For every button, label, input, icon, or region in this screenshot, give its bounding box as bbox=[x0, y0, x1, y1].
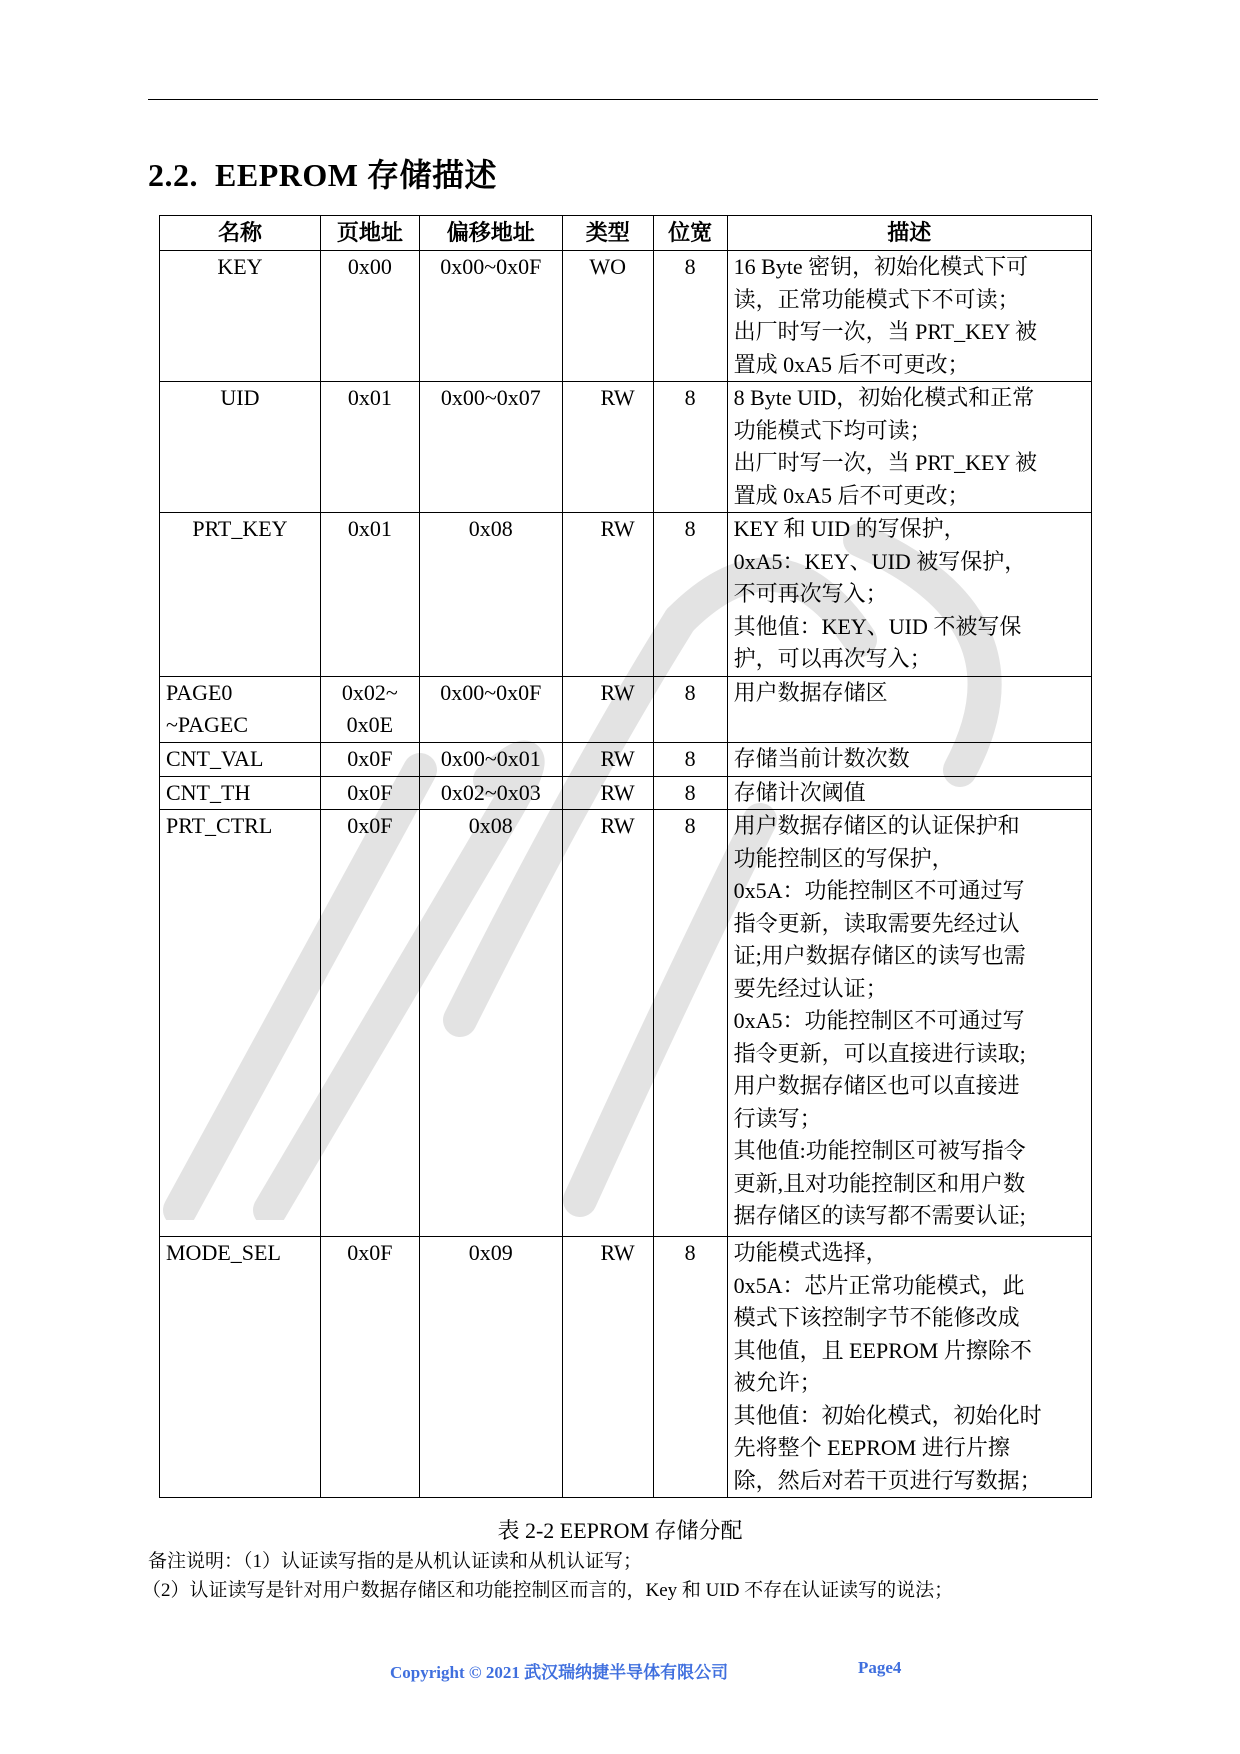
col-header-type: 类型 bbox=[562, 216, 653, 251]
table-header-row bbox=[160, 216, 1092, 251]
cell-page: 0x0F bbox=[320, 776, 419, 810]
table-row bbox=[160, 676, 1092, 742]
desc-line: KEY 和 UID 的写保护， bbox=[733, 516, 966, 541]
col-header-width: 位宽 bbox=[653, 216, 727, 251]
desc-line: 要先经过认证； bbox=[733, 975, 888, 1001]
desc-line: 其他值：初始化模式，初始化时 bbox=[733, 1402, 1042, 1428]
footer-page-number: Page4 bbox=[858, 1658, 902, 1677]
cell-width: 8 bbox=[653, 382, 727, 513]
cell-type: RW bbox=[562, 676, 653, 742]
desc-line: 其他值:功能控制区可被写指令 bbox=[733, 1138, 1026, 1163]
cell-desc bbox=[727, 810, 1091, 1237]
footer-copyright: Copyright © 2021 武汉瑞纳捷半导体有限公司 bbox=[390, 1663, 729, 1682]
desc-line: 其他值，且 EEPROM 片擦除不 bbox=[733, 1337, 1032, 1363]
cell-name: MODE_SEL bbox=[160, 1237, 321, 1498]
desc-line: 功能控制区的写保护， bbox=[733, 845, 954, 871]
desc-line: 其他值：KEY、UID 不被写保 bbox=[733, 613, 1022, 639]
cell-name: UID bbox=[160, 382, 321, 513]
desc-line: 证;用户数据存储区的读写也需 bbox=[733, 943, 1026, 968]
desc-line: 指令更新，读取需要先经过认 bbox=[733, 910, 1020, 936]
desc-line: 0x5A：功能控制区不可通过写 bbox=[733, 878, 1025, 903]
section-title bbox=[148, 150, 497, 196]
cell-offset: 0x08 bbox=[419, 513, 562, 677]
cell-desc bbox=[727, 513, 1091, 677]
cell-type: RW bbox=[562, 513, 653, 677]
desc-line: 除，然后对若干页进行写数据； bbox=[733, 1467, 1042, 1493]
desc-line: 8 Byte UID，初始化模式和正常 bbox=[733, 385, 1035, 410]
desc-line: 功能模式选择， bbox=[733, 1240, 888, 1265]
desc-line: 置成 0xA5 后不可更改； bbox=[733, 482, 970, 508]
cell-offset: 0x02~0x03 bbox=[419, 776, 562, 810]
cell-offset: 0x00~0x0F bbox=[419, 251, 562, 382]
cell-page: 0x01 bbox=[320, 382, 419, 513]
cell-name: PRT_CTRL bbox=[160, 810, 321, 1237]
cell-offset: 0x00~0x07 bbox=[419, 382, 562, 513]
cell-page: 0x00 bbox=[320, 251, 419, 382]
desc-line: 出厂时写一次，当 PRT_KEY 被 bbox=[733, 319, 1038, 344]
table-row bbox=[160, 776, 1092, 810]
cell-offset: 0x00~0x01 bbox=[419, 742, 562, 776]
cell-page: 0x01 bbox=[320, 513, 419, 677]
table-row bbox=[160, 382, 1092, 513]
cell-type: WO bbox=[562, 251, 653, 382]
cell-name: PRT_KEY bbox=[160, 513, 321, 677]
cell-offset: 0x00~0x0F bbox=[419, 676, 562, 742]
table-caption: 表 2-2 EEPROM 存储分配 bbox=[497, 1518, 743, 1543]
desc-line: 指令更新，可以直接进行读取; bbox=[733, 1040, 1026, 1066]
table-row bbox=[160, 742, 1092, 776]
cell-desc bbox=[727, 251, 1091, 382]
desc-line: 先将整个 EEPROM 进行片擦 bbox=[733, 1435, 1010, 1460]
section-number: 2.2. bbox=[148, 157, 198, 193]
page-line: 0x02~ bbox=[341, 679, 398, 705]
desc-line: 0xA5：功能控制区不可通过写 bbox=[733, 1008, 1025, 1033]
page-line: 0x0E bbox=[346, 712, 394, 737]
note-line-1: 备注说明：（1）认证读写指的是从机认证读和从机认证写； bbox=[148, 1551, 643, 1572]
note-line-2: （2）认证读写是针对用户数据存储区和功能控制区而言的，Key 和 UID 不存在认证读写的说法； bbox=[142, 1580, 954, 1601]
header-rule bbox=[148, 99, 1098, 100]
col-header-offset: 偏移地址 bbox=[419, 216, 562, 251]
cell-type: RW bbox=[562, 810, 653, 1237]
cell-width: 8 bbox=[653, 251, 727, 382]
section-heading: EEPROM 存储描述 bbox=[215, 157, 497, 193]
cell-desc bbox=[727, 676, 1091, 742]
desc-line: 被允许； bbox=[733, 1370, 822, 1395]
cell-desc bbox=[727, 776, 1091, 810]
name-line: PAGE0 bbox=[166, 679, 233, 705]
desc-line: 读，正常功能模式下不可读； bbox=[733, 286, 1020, 312]
desc-line: 存储当前计数次数 bbox=[733, 745, 910, 771]
table-row bbox=[160, 810, 1092, 1237]
cell-width: 8 bbox=[653, 1237, 727, 1498]
desc-line: 据存储区的读写都不需要认证; bbox=[733, 1203, 1026, 1228]
desc-line: 用户数据存储区的认证保护和 bbox=[733, 813, 1020, 838]
cell-width: 8 bbox=[653, 742, 727, 776]
cell-desc bbox=[727, 1237, 1091, 1498]
cell-desc bbox=[727, 382, 1091, 513]
cell-name: KEY bbox=[160, 251, 321, 382]
desc-line: 16 Byte 密钥，初始化模式下可 bbox=[733, 254, 1029, 279]
cell-page: 0x0F bbox=[320, 742, 419, 776]
desc-line: 不可再次写入； bbox=[733, 581, 888, 606]
desc-line: 用户数据存储区也可以直接进 bbox=[733, 1073, 1020, 1098]
cell-offset: 0x09 bbox=[419, 1237, 562, 1498]
cell-width: 8 bbox=[653, 676, 727, 742]
desc-line: 置成 0xA5 后不可更改； bbox=[733, 351, 970, 377]
table-row bbox=[160, 513, 1092, 677]
cell-type: RW bbox=[562, 742, 653, 776]
table-row bbox=[160, 1237, 1092, 1498]
cell-page bbox=[320, 676, 419, 742]
desc-line: 用户数据存储区 bbox=[733, 679, 888, 705]
desc-line: 0xA5：KEY、UID 被写保护， bbox=[733, 548, 1027, 574]
cell-width: 8 bbox=[653, 776, 727, 810]
cell-name: CNT_VAL bbox=[160, 742, 321, 776]
col-header-page: 页地址 bbox=[320, 216, 419, 251]
table-row bbox=[160, 251, 1092, 382]
col-header-name: 名称 bbox=[160, 216, 321, 251]
cell-width: 8 bbox=[653, 810, 727, 1237]
desc-line: 功能模式下均可读； bbox=[733, 417, 932, 443]
cell-desc bbox=[727, 742, 1091, 776]
desc-line: 出厂时写一次，当 PRT_KEY 被 bbox=[733, 450, 1038, 475]
desc-line: 护，可以再次写入； bbox=[733, 646, 932, 671]
desc-line: 存储计次阈值 bbox=[733, 779, 866, 805]
cell-page: 0x0F bbox=[320, 1237, 419, 1498]
cell-name bbox=[160, 676, 321, 742]
cell-type: RW bbox=[562, 1237, 653, 1498]
cell-name: CNT_TH bbox=[160, 776, 321, 810]
cell-page: 0x0F bbox=[320, 810, 419, 1237]
cell-type: RW bbox=[562, 382, 653, 513]
desc-line: 0x5A：芯片正常功能模式，此 bbox=[733, 1272, 1025, 1298]
eeprom-table bbox=[159, 215, 1092, 1498]
name-line: ~PAGEC bbox=[166, 712, 249, 737]
col-header-desc: 描述 bbox=[727, 216, 1091, 251]
cell-type: RW bbox=[562, 776, 653, 810]
desc-line: 更新,且对功能控制区和用户数 bbox=[733, 1170, 1026, 1196]
desc-line: 行读写； bbox=[733, 1105, 822, 1131]
desc-line: 模式下该控制字节不能修改成 bbox=[733, 1305, 1020, 1330]
cell-width: 8 bbox=[653, 513, 727, 677]
cell-offset: 0x08 bbox=[419, 810, 562, 1237]
